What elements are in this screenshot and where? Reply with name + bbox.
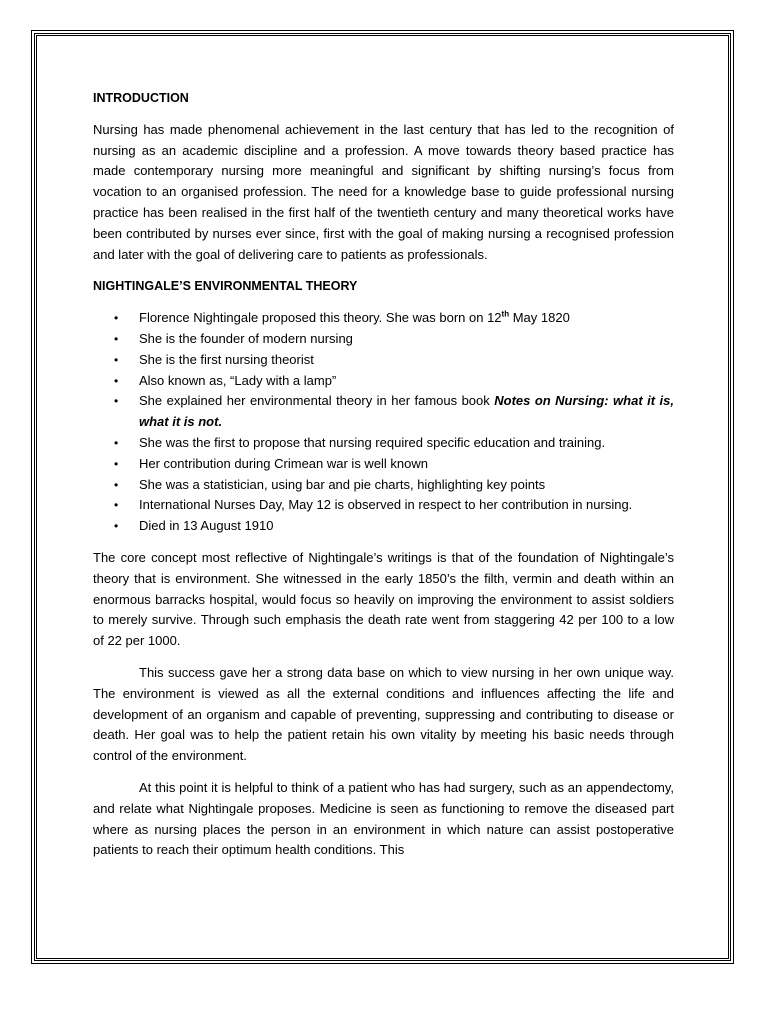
- list-item: [93, 371, 674, 392]
- bullet-icon: •: [114, 352, 119, 367]
- bullet-icon: •: [114, 311, 119, 326]
- bullet-icon: •: [114, 373, 119, 388]
- list-item: [93, 329, 674, 350]
- intro-paragraph: Nursing has made phenomenal achievement in the last century that has led to the recognition of nursing as an academic discipline and a profession. A move towards theory based practice has made contemporary nursing more meaningful and significant by shifting nursing’s focus from vocation to an organised profession. The need for a knowledge base to guide professional nursing practice has been realised in the first half of the twentieth century and many theoretical works have been contributed by nurses ever since, first with the goal of making nursing a recognised profession and later with the goal of delivering care to patients as professionals.: [93, 121, 674, 262]
- bullet-icon: •: [114, 456, 119, 471]
- bullet-icon: •: [114, 435, 119, 450]
- theory-heading: NIGHTINGALE’S ENVIRONMENTAL THEORY: [93, 279, 358, 294]
- list-item: [93, 350, 674, 371]
- surgery-paragraph: At this point it is helpful to think of a patient who has had surgery, such as an appendectomy, and relate what Nightingale proposes. Medicine is seen as functioning to remove the diseased part where as nursing places the person in an environment in which nature can assist postoperative patients to reach their optimum health conditions. This: [93, 779, 674, 858]
- bullet-icon: •: [114, 331, 119, 346]
- bullet-text: She is the founder of modern nursing: [139, 330, 353, 346]
- list-item: [93, 433, 674, 454]
- list-item: [93, 308, 674, 329]
- list-item: [93, 475, 674, 496]
- bullet-text: Florence Nightingale proposed this theory. She was born on 12: [139, 310, 502, 326]
- core-concept-paragraph: The core concept most reflective of Nightingale’s writings is that of the foundation of Nightingale’s theory that is environment. She witnessed in the early 1850’s the filth, vermin and death within an enormous barracks hospital, would focus so heavily on improving the environment to assist soldiers to merely survive. Through such emphasis the death rate went from staggering 42 per 100 to a low of 22 per 1000.: [93, 549, 674, 649]
- list-item: [93, 495, 674, 516]
- book-title: Notes on Nursing: what it is, what it is not.: [139, 393, 674, 430]
- bullet-text: She was the first to propose that nursing required specific education and training.: [139, 434, 606, 450]
- document-body: [93, 88, 674, 872]
- intro-heading: INTRODUCTION: [93, 91, 189, 105]
- bullet-icon: •: [114, 477, 119, 492]
- bullet-text: International Nurses Day, May 12 is observed in respect to her contribution in nursing.: [139, 497, 633, 513]
- bullet-text: Her contribution during Crimean war is well known: [139, 455, 429, 471]
- bullet-text: She is the first nursing theorist: [139, 351, 314, 367]
- list-item: [93, 391, 674, 433]
- ordinal-suffix: th: [501, 309, 510, 319]
- success-paragraph: This success gave her a strong data base on which to view nursing in her own unique way. The environment is viewed as all the external conditions and influences affecting the life and development of an organism and capable of preventing, suppressing and contributing to disease or death. Her goal was to help the patient retain his own vitality by meeting his basic needs through control of the environment.: [93, 664, 674, 764]
- bullet-text: Died in 13 August 1910: [139, 518, 274, 534]
- bullet-text: Also known as, “Lady with a lamp”: [139, 372, 337, 388]
- list-item: [93, 454, 674, 475]
- bullet-text: She was a statistician, using bar and pie charts, highlighting key points: [139, 476, 546, 492]
- bullet-icon: •: [114, 519, 119, 534]
- list-item: [93, 516, 674, 537]
- bullet-icon: •: [114, 498, 119, 513]
- bullet-text: She explained her environmental theory in her famous book: [139, 393, 495, 409]
- bullet-icon: •: [114, 394, 119, 409]
- bullet-text-tail: May 1820: [509, 310, 570, 326]
- theory-bullet-list: [93, 308, 674, 537]
